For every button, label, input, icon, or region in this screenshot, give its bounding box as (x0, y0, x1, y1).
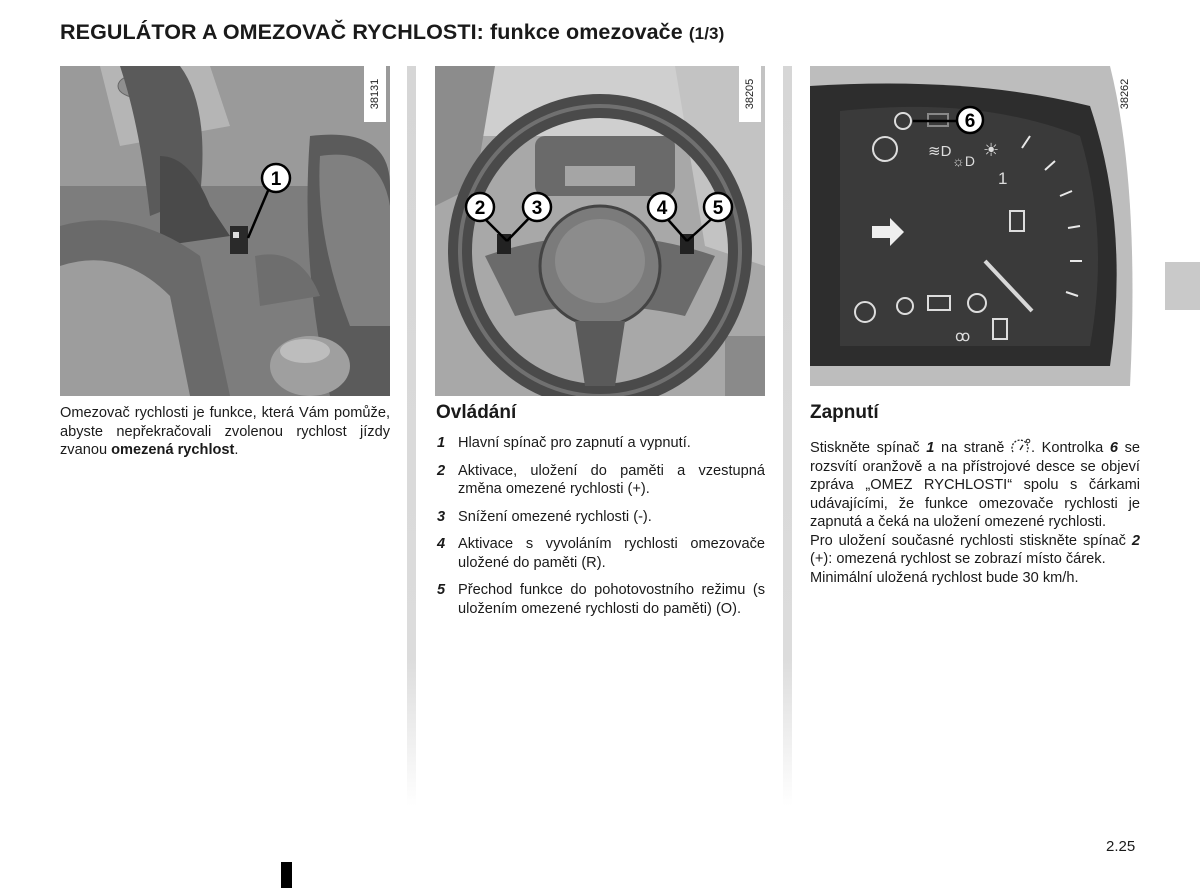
list-item: 2 Aktivace, uložení do paměti a vzestupná změna omezené rychlosti (+). (437, 462, 765, 497)
svg-text:☀: ☀ (983, 140, 1000, 160)
heading-activation: Zapnutí (810, 402, 879, 423)
list-item: 4 Aktivace s vyvoláním rychlosti omezovače uložené do paměti (R). (437, 536, 765, 571)
section-tab (1165, 262, 1200, 310)
page-marker (281, 862, 292, 888)
figure-instrument-cluster (810, 66, 1140, 396)
list-item: 1 Hlavní spínač pro zapnutí a vypnutí. (437, 435, 691, 451)
intro-paragraph: Omezovač rychlosti je funkce, která Vám pomůže, abyste nepřekračovali zvolenou rychlost jízdy zvanou omezená rychlost. (60, 405, 390, 458)
callout-6: 6 (964, 111, 976, 132)
speed-limiter-icon (1011, 438, 1031, 454)
svg-text:☼D: ☼D (952, 153, 975, 169)
controls-list (437, 434, 765, 627)
column-separator (407, 66, 416, 806)
svg-text:≋D: ≋D (928, 143, 952, 160)
figure-center-console (60, 66, 390, 396)
gauge-1: 1 (998, 169, 1008, 188)
figure-steering-wheel (435, 66, 765, 396)
callout-4: 4 (656, 198, 668, 219)
figure-code: 38205 (739, 66, 761, 122)
callout-1: 1 (270, 169, 282, 190)
svg-text:ꝏ: ꝏ (955, 328, 971, 345)
part-indicator: (1/3) (688, 24, 725, 43)
callout-2: 2 (474, 198, 486, 219)
page-title: REGULÁTOR A OMEZOVAČ RYCHLOSTI: funkce omezovače (1/3) (60, 20, 725, 44)
page-number: 2.25 (1106, 838, 1136, 855)
figure-code: 38131 (364, 66, 386, 122)
heading-controls: Ovládání (436, 402, 517, 423)
column-separator (783, 66, 792, 806)
term-limited-speed: omezená rychlost (111, 442, 235, 458)
list-item: 3 Snížení omezené rychlosti (-). (437, 508, 652, 525)
callout-5: 5 (712, 198, 724, 219)
figure-code: 38262 (1119, 78, 1131, 110)
callout-3: 3 (531, 198, 543, 219)
activation-text: Stiskněte spínač 1 na straně . Kontrolka 6 se rozsvítí oranžově a na přístrojové desce se objeví zpráva „OMEZ RYCHLOSTI“ spolu s čárkami udávajícími, že funkce omezovače rychlosti je zapnutá a čeká na uložení omezené rychlosti. Pro uložení současné rychlosti stiskněte spínač 2 (+): omezená rychlost se zobrazí místo čárek. Minimální uložená rychlost bude 30 km/h. (810, 440, 1140, 586)
list-item: 5 Přechod funkce do pohotovostního režimu (s uložením omezené rychlosti do paměti) (O). (437, 582, 765, 617)
